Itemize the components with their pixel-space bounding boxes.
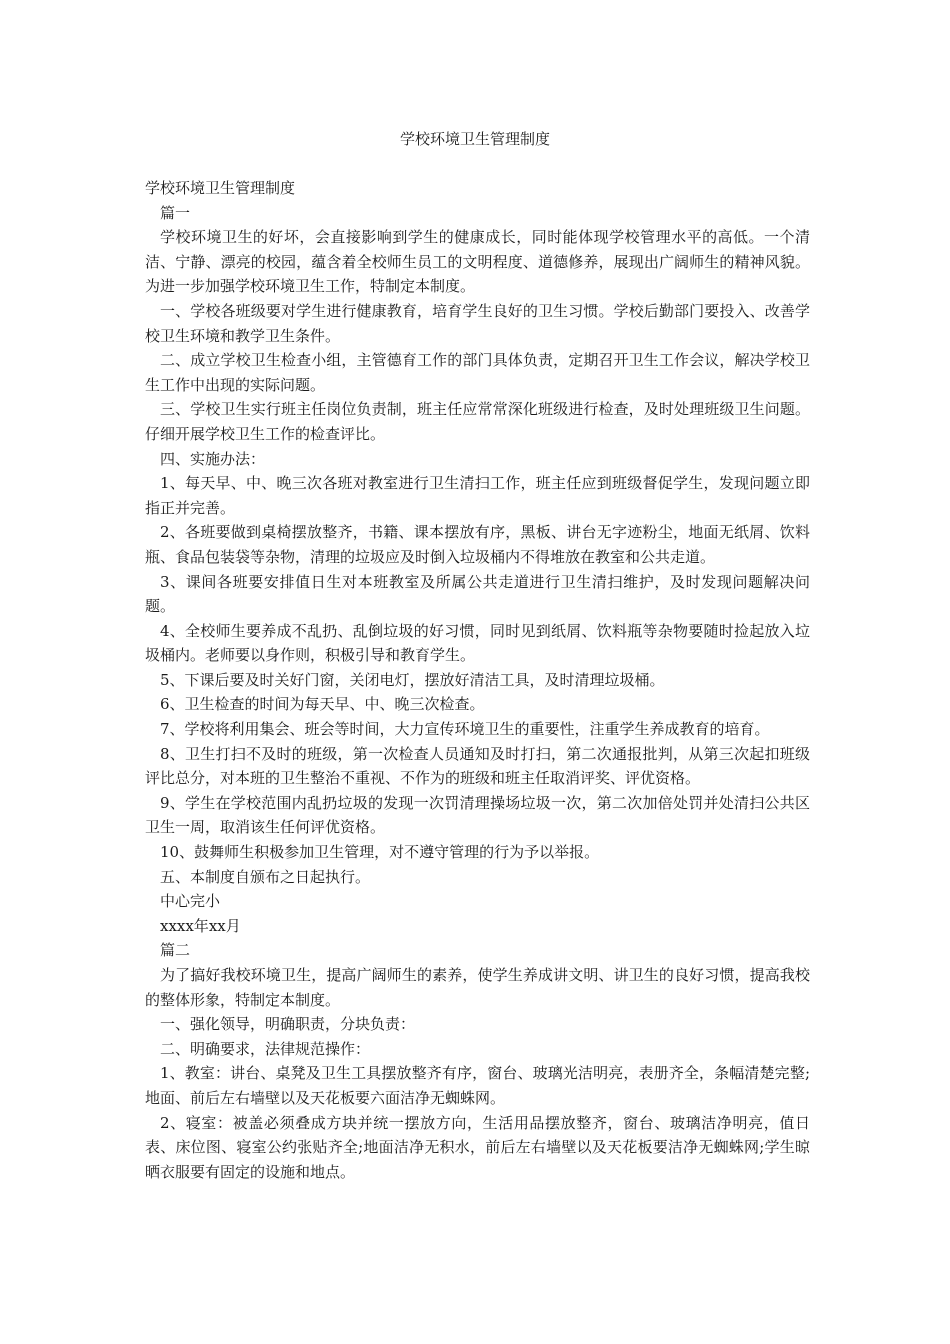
paragraph: 为了搞好我校环境卫生，提高广阔师生的素养，使学生养成讲文明、讲卫生的良好习惯，提高我校的整体形象，特制定本制度。 (145, 966, 810, 1009)
document-body (145, 176, 810, 1184)
paragraph: 学校环境卫生的好坏，会直接影响到学生的健康成长，同时能体现学校管理水平的高低。一个清洁、宁静、漂亮的校园，蕴含着全校师生员工的文明程度、道德修养，展现出广阔师生的精神风貌。为进一步加强学校环境卫生工作，特制定本制度。 (145, 228, 810, 296)
paragraph: 4、全校师生要养成不乱扔、乱倒垃圾的好习惯，同时见到纸屑、饮料瓶等杂物要随时捡起放入垃圾桶内。老师要以身作则，积极引导和教育学生。 (145, 621, 810, 665)
paragraph: 四、实施办法： (160, 449, 266, 468)
paragraph: 三、学校卫生实行班主任岗位负责制，班主任应常常深化班级进行检查，及时处理班级卫生问题。仔细开展学校卫生工作的检查评比。 (145, 400, 810, 443)
paragraph: 五、本制度自颁布之日起执行。 (160, 867, 371, 886)
paragraph: 篇一 (160, 203, 191, 222)
paragraph: 二、成立学校卫生检查小组，主管德育工作的部门具体负责，定期召开卫生工作会议，解决学校卫生工作中出现的实际问题。 (145, 351, 810, 394)
paragraph: 1、教室：讲台、桌凳及卫生工具摆放整齐有序，窗台、玻璃光洁明亮，表册齐全，条幅清楚完整;地面、前后左右墙壁以及天花板要六面洁净无蜘蛛网。 (145, 1064, 810, 1107)
paragraph: 3、课间各班要安排值日生对本班教室及所属公共走道进行卫生清扫维护，及时发现问题解决问题。 (145, 572, 810, 616)
paragraph: 8、卫生打扫不及时的班级，第一次检查人员通知及时打扫，第二次通报批判，从第三次起扣班级评比总分，对本班的卫生整治不重视、不作为的班级和班主任取消评奖、评优资格。 (145, 744, 810, 788)
paragraph: 一、强化领导，明确职责，分块负责： (160, 1015, 416, 1034)
paragraph: 一、学校各班级要对学生进行健康教育，培育学生良好的卫生习惯。学校后勤部门要投入、改善学校卫生环境和教学卫生条件。 (145, 301, 810, 345)
paragraph: 7、学校将利用集会、班会等时间，大力宣传环境卫生的重要性，注重学生养成教育的培育。 (160, 720, 770, 739)
document-title: 学校环境卫生管理制度 (399, 130, 550, 148)
paragraph: 篇二 (160, 941, 191, 960)
paragraph: 2、各班要做到桌椅摆放整齐，书籍、课本摆放有序，黑板、讲台无字迹粉尘，地面无纸屑、饮料瓶、食品包装袋等杂物，清理的垃圾应及时倒入垃圾桶内不得堆放在教室和公共走道。 (145, 523, 810, 566)
paragraph: 中心完小 (160, 892, 221, 911)
paragraph: 学校环境卫生管理制度 (145, 179, 296, 197)
paragraph: 2、寝室：被盖必须叠成方块并统一摆放方向，生活用品摆放整齐，窗台、玻璃洁净明亮，值日表、床位图、寝室公约张贴齐全;地面洁净无积水，前后左右墙壁以及天花板要洁净无蜘蛛网;学生晾晒衣服要有固定的设施和地点。 (145, 1113, 810, 1181)
paragraph: 1、每天早、中、晚三次各班对教室进行卫生清扫工作，班主任应到班级督促学生，发现问题立即指正并完善。 (145, 474, 810, 517)
paragraph: 10、鼓舞师生积极参加卫生管理，对不遵守管理的行为予以举报。 (160, 843, 600, 862)
paragraph: 5、下课后要及时关好门窗，关闭电灯，摆放好清洁工具，及时清理垃圾桶。 (160, 670, 665, 689)
paragraph: xxxx年xx月 (160, 916, 241, 935)
paragraph: 二、明确要求，法律规范操作： (160, 1039, 371, 1058)
paragraph: 6、卫生检查的时间为每天早、中、晚三次检查。 (160, 695, 485, 714)
paragraph: 9、学生在学校范围内乱扔垃圾的发现一次罚清理操场垃圾一次，第二次加倍处罚并处清扫公共区卫生一周，取消该生任何评优资格。 (145, 793, 810, 837)
